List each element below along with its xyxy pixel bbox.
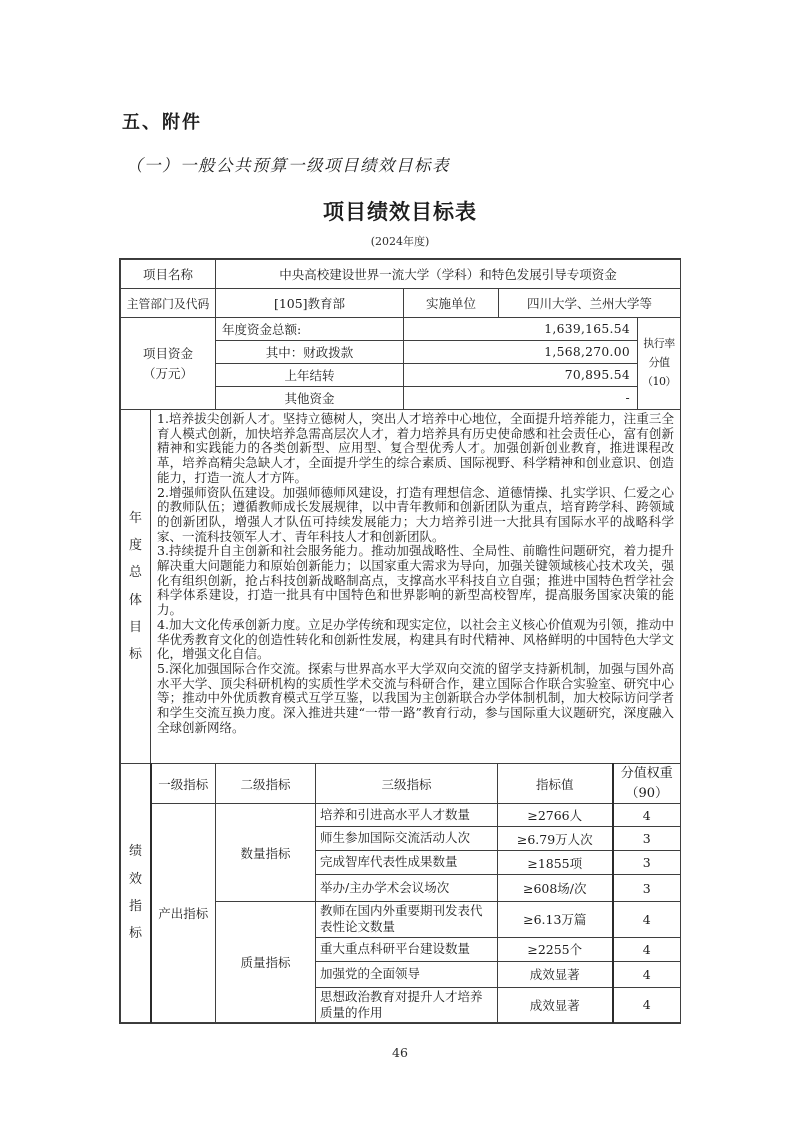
indicator-weight: 3: [613, 875, 681, 902]
funds-row-value: -: [404, 387, 638, 410]
indicator-weight: 4: [613, 804, 681, 827]
project-name-value: 中央高校建设世界一流大学（学科）和特色发展引导专项资金: [216, 260, 681, 289]
page-number: 46: [392, 1045, 408, 1060]
goal-paragraph-3: 3.持续提升自主创新和社会服务能力。推动加强战略性、全局性、前瞻性问题研究，着力提升解决重大问题能力和原始创新能力；以国家重大需求为导向，加强关键领域核心技术攻关，强化有组织创新，抢占科技创新战略制高点，支撑高水平科技自立自强；推进中国特色哲学社会科学体系建设，打造一批具有中国特色和世界影响的新型高校智库，提高服务国家决策的能力。: [157, 543, 674, 618]
performance-target-table: [119, 258, 681, 1024]
execution-rate-line2: 分值（10）: [642, 356, 676, 388]
annual-goal-vertical-label: 年度总体目标: [121, 410, 151, 764]
indicator-value: 成效显著: [498, 961, 613, 987]
funds-row-value: 1,568,270.00: [404, 341, 638, 364]
indicator-name: 完成智库代表性成果数量: [316, 851, 498, 875]
indicator-weight: 4: [613, 937, 681, 961]
indicator-name: 加强党的全面领导: [316, 961, 498, 987]
annual-goal-paragraphs: [151, 410, 680, 735]
funds-row-value: 1,639,165.54: [404, 318, 638, 341]
execution-rate-line1: 执行率: [643, 337, 675, 351]
indicator-weight: 4: [613, 987, 681, 1023]
header-level2: 二级指标: [216, 764, 316, 804]
info-table: [120, 259, 681, 318]
header-value: 指标值: [498, 764, 613, 804]
indicators-header-row: [121, 764, 681, 804]
indicator-value: ≥608场/次: [498, 875, 613, 902]
funds-label-line1: 项目资金: [142, 346, 193, 362]
table-row: [121, 289, 681, 318]
unit-value: 四川大学、兰州大学等: [499, 289, 681, 318]
indicator-weight: 3: [613, 851, 681, 875]
execution-rate-label: [638, 318, 681, 410]
annual-goal-text-cell: [151, 410, 681, 764]
header-weight: 分值权重（90）: [613, 764, 681, 804]
indicators-table: [120, 763, 681, 1023]
funds-row-label: 其中：财政拨款: [216, 341, 404, 364]
table-subtitle: (2024年度): [370, 235, 430, 248]
table-row: [121, 318, 681, 341]
table-row: [121, 410, 681, 764]
table-title: 项目绩效目标表: [323, 201, 477, 224]
goal-paragraph-2: 2.增强师资队伍建设。加强师德师风建设，打造有理想信念、道德情操、扎实学识、仁爱之心的教师队伍；遵循教师成长发展规律，以中青年教师和创新团队为重点，培育跨学科、跨领域的创新团队，增强人才队伍可持续发展能力；大力培养引进一大批具有国际水平的战略科学家、一流科技领军人才、青年科技人才和创新团队。: [157, 484, 674, 544]
indicator-weight: 3: [613, 827, 681, 851]
indicators-vertical-label: 绩效指标: [121, 764, 151, 1023]
section-heading: 五、附件: [122, 112, 202, 132]
indicator-value: ≥2255个: [498, 937, 613, 961]
indicator-value: 成效显著: [498, 987, 613, 1023]
annual-goal-table: [120, 409, 681, 764]
indicator-weight: 4: [613, 961, 681, 987]
sub-heading: （一）一般公共预算一级项目绩效目标表: [126, 156, 450, 175]
level1-indicator: 产出指标: [151, 804, 216, 1023]
funds-row-value: 70,895.54: [404, 364, 638, 387]
dept-label: 主管部门及代码: [121, 289, 216, 318]
funds-label: [121, 318, 216, 410]
indicator-name: 思想政治教育对提升人才培养质量的作用: [316, 987, 498, 1023]
project-name-label: 项目名称: [121, 260, 216, 289]
goal-paragraph-1: 1.培养拔尖创新人才。坚持立德树人，突出人才培养中心地位，全面提升培养能力，注重三全育人模式创新，加快培养急需高层次人才，着力培养具有历史使命感和社会责任心，富有创新精神和实践能力的各类创新型、应用型、复合型优秀人才。加强创新创业教育，推进课程改革，培养高精尖急缺人才，全面提升学生的综合素质、国际视野、科学精神和创业意识、创造能力，打造一流人才方阵。: [157, 411, 674, 485]
indicator-value: ≥2766人: [498, 804, 613, 827]
level2-indicator: 质量指标: [216, 902, 316, 1023]
goal-paragraph-5: 5.深化加强国际合作交流。探索与世界高水平大学双向交流的留学支持新机制，加强与国外高水平大学、顶尖科研机构的实质性学术交流与科研合作，建立国际合作联合实验室、研究中心等；推动中外优质教育模式互学互鉴，以我国为主创新联合办学体制机制，加大校际访问学者和学生交流互换力度。深入推进共建“一带一路”教育行动，参与国际重大议题研究，深度融入全球创新网络。: [157, 660, 674, 735]
indicator-name: 教师在国内外重要期刊发表代表性论文数量: [316, 902, 498, 938]
indicator-weight: 4: [613, 902, 681, 938]
level2-indicator: 数量指标: [216, 804, 316, 902]
table-row: [121, 260, 681, 289]
header-level1: 一级指标: [151, 764, 216, 804]
indicator-name: 重大重点科研平台建设数量: [316, 937, 498, 961]
unit-label: 实施单位: [404, 289, 499, 318]
funds-label-line2: （万元）: [142, 365, 193, 381]
indicator-value: ≥6.13万篇: [498, 902, 613, 938]
dept-value: [105]教育部: [216, 289, 404, 318]
funds-row-label: 其他资金: [216, 387, 404, 410]
indicator-value: ≥6.79万人次: [498, 827, 613, 851]
indicator-name: 师生参加国际交流活动人次: [316, 827, 498, 851]
header-level3: 三级指标: [316, 764, 498, 804]
funds-row-label: 年度资金总额:: [216, 318, 404, 341]
funds-row-label: 上年结转: [216, 364, 404, 387]
indicator-name: 培养和引进高水平人才数量: [316, 804, 498, 827]
funds-table: [120, 317, 681, 410]
indicator-row: [121, 804, 681, 827]
goal-paragraph-4: 4.加大文化传承创新力度。立足办学传统和现实定位，以社会主义核心价值观为引领，推动中华优秀教育文化的创造性转化和创新性发展，构建具有时代精神、风格鲜明的中国特色大学文化，增强文化自信。: [157, 616, 674, 662]
indicator-name: 举办/主办学术会议场次: [316, 875, 498, 902]
indicator-value: ≥1855项: [498, 851, 613, 875]
